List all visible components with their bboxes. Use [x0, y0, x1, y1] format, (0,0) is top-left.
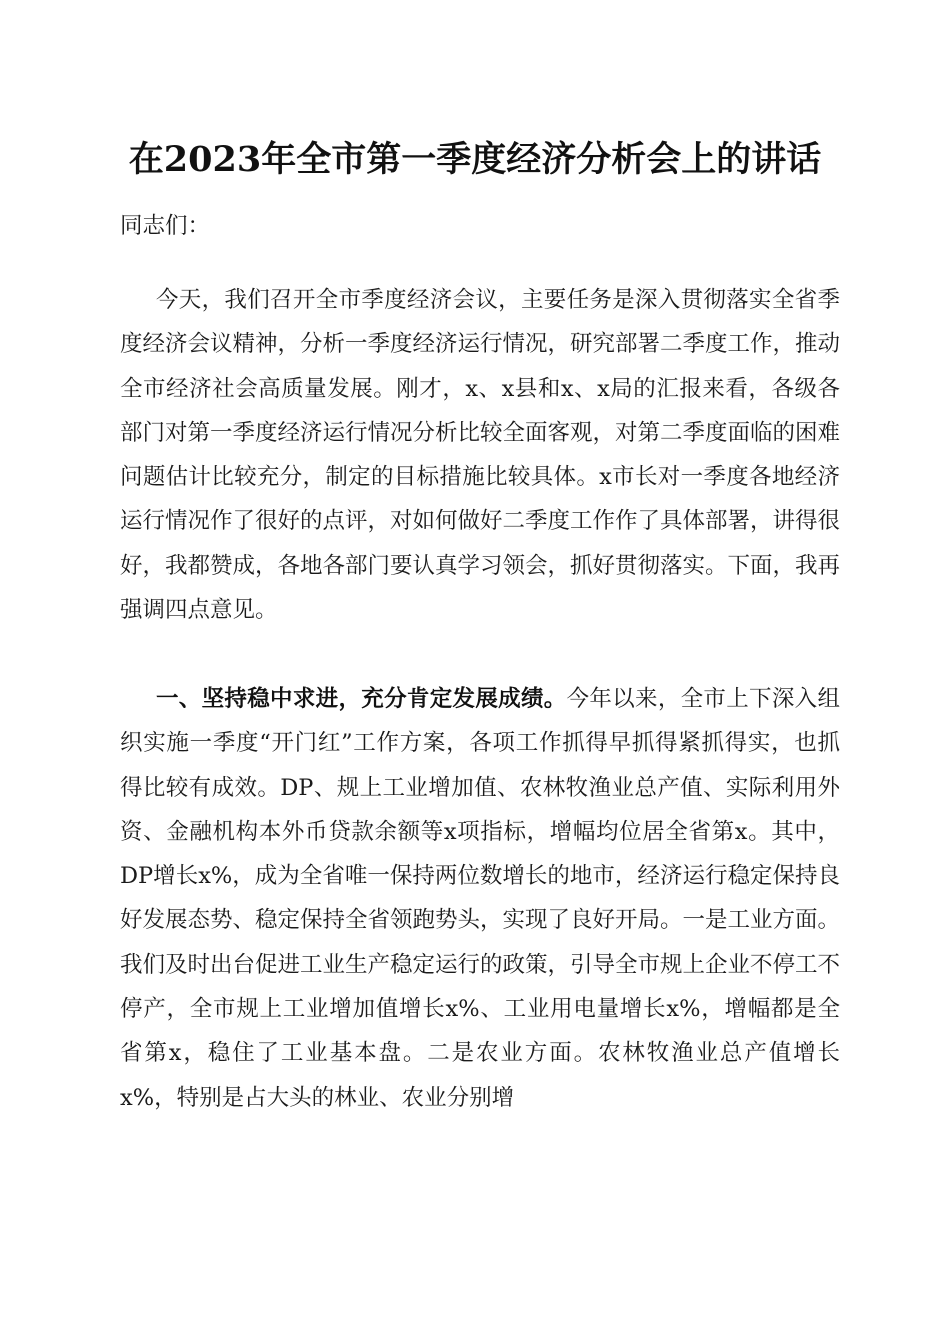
paragraph-block-2	[120, 677, 840, 1120]
section-1-heading: 一、坚持稳中求进，充分肯定发展成绩。	[156, 686, 567, 712]
salutation: 同志们：	[120, 213, 211, 239]
section-1-text: 今年以来，全市上下深入组织实施一季度“开门红”工作方案，各项工作抓得早抓得紧抓得实，也抓得比较有成效。DP、规上工业增加值、农林牧渔业总产值、实际利用外资、金融机构本外币贷款余额等x项指标，增幅均位居全省第x。其中，DP增长x%，成为全省唯一保持两位数增长的地市，经济运行稳定保持良好发展态势、稳定保持全省领跑势头，实现了良好开局。一是工业方面。我们及时出台促进工业生产稳定运行的政策，引导全市规上企业不停工不停产，全市规上工业增加值增长x%、工业用电量增长x%，增幅都是全省第x，稳住了工业基本盘。二是农业方面。农林牧渔业总产值增长x%，特别是占大头的林业、农业分别增	[120, 686, 841, 1111]
paragraph-opening: 今天，我们召开全市季度经济会议，主要任务是深入贯彻落实全省季度经济会议精神，分析一季度经济运行情况，研究部署二季度工作，推动全市经济社会高质量发展。刚才，x、x县和x、x局的汇报来看，各级各部门对第一季度经济运行情况分析比较全面客观，对第二季度面临的困难问题估计比较充分，制定的目标措施比较具体。x市长对一季度各地经济运行情况作了很好的点评，对如何做好二季度工作作了具体部署，讲得很好，我都赞成，各地各部门要认真学习领会，抓好贯彻落实。下面，我再强调四点意见。	[120, 287, 841, 624]
paragraph-block-1	[120, 278, 840, 632]
document-title: 在2023年全市第一季度经济分析会上的讲话	[128, 139, 822, 180]
paragraph-section-1	[120, 677, 840, 1120]
